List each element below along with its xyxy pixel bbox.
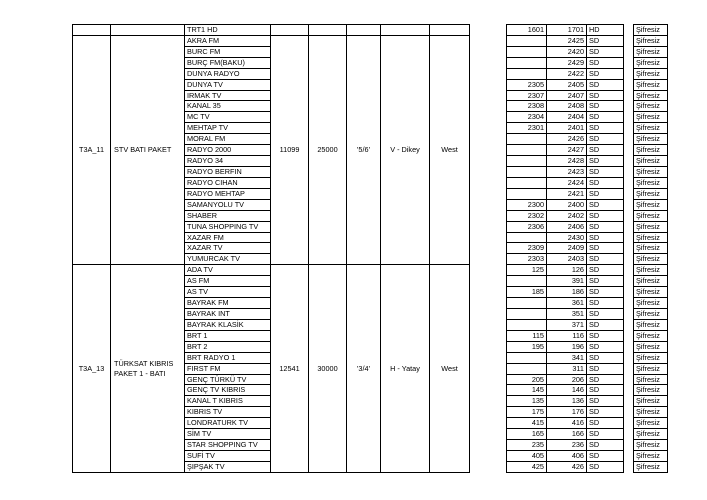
channel-name-cell: TRT1 HD [185,25,271,36]
encryption-cell: Şifresiz [634,25,668,36]
encryption-cell: Şifresiz [634,46,668,57]
group-id-cell: T3A_11 [73,35,111,264]
service-id-cell: 2401 [547,123,587,134]
service-id-cell: 2405 [547,79,587,90]
definition-cell: SD [587,418,624,429]
channel-name-cell: STAR SHOPPING TV [185,440,271,451]
channel-table-body [73,25,668,473]
definition-cell: SD [587,330,624,341]
channel-name-cell: AS TV [185,287,271,298]
video-pid-cell [507,134,547,145]
video-pid-cell: 2306 [507,221,547,232]
encryption-cell: Şifresiz [634,385,668,396]
video-pid-cell [507,276,547,287]
video-pid-cell: 2301 [507,123,547,134]
video-pid-cell: 185 [507,287,547,298]
definition-cell: SD [587,156,624,167]
definition-cell: SD [587,265,624,276]
channel-name-cell: SUFİ TV [185,450,271,461]
service-id-cell: 196 [547,341,587,352]
service-id-cell: 2400 [547,199,587,210]
video-pid-cell: 135 [507,396,547,407]
video-pid-cell [507,166,547,177]
video-pid-cell: 2300 [507,199,547,210]
definition-cell: SD [587,276,624,287]
encryption-cell: Şifresiz [634,461,668,472]
package-cell: TÜRKSAT KIBRIS PAKET 1 - BATI [111,265,185,473]
encryption-cell: Şifresiz [634,90,668,101]
fec-cell: '3/4' [347,265,381,473]
definition-cell: SD [587,188,624,199]
channel-name-cell: XAZAR TV [185,243,271,254]
definition-cell: SD [587,319,624,330]
encryption-cell: Şifresiz [634,145,668,156]
channel-name-cell: RADYO MEHTAP [185,188,271,199]
video-pid-cell: 2305 [507,79,547,90]
definition-cell: SD [587,385,624,396]
definition-cell: SD [587,145,624,156]
definition-cell: SD [587,352,624,363]
symbol-rate-cell: 25000 [309,35,347,264]
definition-cell: SD [587,407,624,418]
channel-name-cell: KANAL T KIBRIS [185,396,271,407]
video-pid-cell: 235 [507,440,547,451]
service-id-cell: 166 [547,429,587,440]
service-id-cell: 2422 [547,68,587,79]
channel-name-cell: LONDRATURK TV [185,418,271,429]
polarization-cell: V - Dikey [381,35,430,264]
channel-name-cell: BRT 1 [185,330,271,341]
video-pid-cell: 165 [507,429,547,440]
definition-cell: SD [587,57,624,68]
encryption-cell: Şifresiz [634,363,668,374]
video-pid-cell: 205 [507,374,547,385]
encryption-cell: Şifresiz [634,341,668,352]
encryption-cell: Şifresiz [634,352,668,363]
definition-cell: SD [587,308,624,319]
service-id-cell: 391 [547,276,587,287]
spacer-cell [470,25,507,36]
encryption-cell: Şifresiz [634,407,668,418]
encryption-cell: Şifresiz [634,68,668,79]
channel-name-cell: RADYO 34 [185,156,271,167]
service-id-cell: 361 [547,298,587,309]
definition-cell: HD [587,25,624,36]
service-id-cell: 176 [547,407,587,418]
video-pid-cell: 415 [507,418,547,429]
video-pid-cell: 115 [507,330,547,341]
encryption-cell: Şifresiz [634,330,668,341]
channel-name-cell: KIBRIS TV [185,407,271,418]
region-cell [430,25,470,36]
video-pid-cell [507,156,547,167]
definition-cell: SD [587,341,624,352]
definition-cell: SD [587,68,624,79]
service-id-cell: 406 [547,450,587,461]
definition-cell: SD [587,112,624,123]
encryption-cell: Şifresiz [634,35,668,46]
encryption-cell: Şifresiz [634,210,668,221]
service-id-cell: 341 [547,352,587,363]
encryption-cell: Şifresiz [634,232,668,243]
definition-cell: SD [587,254,624,265]
region-cell: West [430,35,470,264]
channel-table [72,24,668,473]
definition-cell: SD [587,210,624,221]
video-pid-cell [507,363,547,374]
service-id-cell: 2403 [547,254,587,265]
definition-cell: SD [587,90,624,101]
table-row [73,25,668,36]
service-id-cell: 2430 [547,232,587,243]
channel-name-cell: BURÇ FM(BAKU) [185,57,271,68]
channel-name-cell: BRT 2 [185,341,271,352]
frequency-cell [271,25,309,36]
polarization-cell [381,25,430,36]
service-id-cell: 2408 [547,101,587,112]
encryption-cell: Şifresiz [634,156,668,167]
channel-name-cell: AKRA FM [185,35,271,46]
encryption-cell: Şifresiz [634,319,668,330]
video-pid-cell: 2309 [507,243,547,254]
video-pid-cell [507,319,547,330]
encryption-cell: Şifresiz [634,440,668,451]
service-id-cell: 311 [547,363,587,374]
video-pid-cell: 1601 [507,25,547,36]
encryption-cell: Şifresiz [634,101,668,112]
video-pid-cell [507,35,547,46]
video-pid-cell: 2308 [507,101,547,112]
video-pid-cell: 2303 [507,254,547,265]
channel-name-cell: GENÇ TÜRKÜ TV [185,374,271,385]
service-id-cell: 186 [547,287,587,298]
service-id-cell: 2425 [547,35,587,46]
video-pid-cell [507,298,547,309]
definition-cell: SD [587,396,624,407]
region-cell: West [430,265,470,473]
video-pid-cell [507,352,547,363]
channel-name-cell: IRMAK TV [185,90,271,101]
service-id-cell: 2404 [547,112,587,123]
definition-cell: SD [587,199,624,210]
definition-cell: SD [587,46,624,57]
channel-name-cell: DUNYA TV [185,79,271,90]
encryption-cell: Şifresiz [634,199,668,210]
definition-cell: SD [587,134,624,145]
video-pid-cell: 195 [507,341,547,352]
symbol-rate-cell: 30000 [309,265,347,473]
definition-cell: SD [587,298,624,309]
definition-cell: SD [587,35,624,46]
encryption-cell: Şifresiz [634,254,668,265]
definition-cell: SD [587,450,624,461]
service-id-cell: 2406 [547,221,587,232]
service-id-cell: 146 [547,385,587,396]
encryption-cell: Şifresiz [634,287,668,298]
video-pid-cell [507,177,547,188]
definition-cell: SD [587,440,624,451]
encryption-cell: Şifresiz [634,418,668,429]
channel-name-cell: ADA TV [185,265,271,276]
service-id-cell: 2402 [547,210,587,221]
encryption-cell: Şifresiz [634,112,668,123]
service-id-cell: 416 [547,418,587,429]
service-id-cell: 2421 [547,188,587,199]
channel-name-cell: YUMURCAK TV [185,254,271,265]
channel-name-cell: RADYO 2000 [185,145,271,156]
service-id-cell: 2426 [547,134,587,145]
spacer-cell [624,35,634,264]
service-id-cell: 2420 [547,46,587,57]
video-pid-cell [507,188,547,199]
package-cell: STV BATI PAKET [111,35,185,264]
video-pid-cell: 2304 [507,112,547,123]
channel-name-cell: XAZAR FM [185,232,271,243]
service-id-cell: 2409 [547,243,587,254]
encryption-cell: Şifresiz [634,243,668,254]
channel-name-cell: BURC FM [185,46,271,57]
service-id-cell: 2427 [547,145,587,156]
encryption-cell: Şifresiz [634,79,668,90]
channel-name-cell: MC TV [185,112,271,123]
encryption-cell: Şifresiz [634,188,668,199]
service-id-cell: 136 [547,396,587,407]
channel-name-cell: TUNA SHOPPING TV [185,221,271,232]
channel-name-cell: DUNYA RADYO [185,68,271,79]
table-row [73,265,668,276]
spacer-cell [624,265,634,473]
channel-name-cell: RADYO BERFIN [185,166,271,177]
encryption-cell: Şifresiz [634,396,668,407]
definition-cell: SD [587,221,624,232]
channel-name-cell: ŞIPŞAK TV [185,461,271,472]
service-id-cell: 351 [547,308,587,319]
table-row [73,35,668,46]
encryption-cell: Şifresiz [634,276,668,287]
channel-name-cell: SİM TV [185,429,271,440]
video-pid-cell [507,68,547,79]
service-id-cell: 426 [547,461,587,472]
definition-cell: SD [587,363,624,374]
encryption-cell: Şifresiz [634,429,668,440]
video-pid-cell [507,308,547,319]
service-id-cell: 236 [547,440,587,451]
encryption-cell: Şifresiz [634,265,668,276]
video-pid-cell [507,232,547,243]
channel-name-cell: BAYRAK KLASİK [185,319,271,330]
service-id-cell: 2429 [547,57,587,68]
video-pid-cell: 2302 [507,210,547,221]
encryption-cell: Şifresiz [634,123,668,134]
frequency-cell: 11099 [271,35,309,264]
spacer-cell [470,265,507,473]
polarization-cell: H - Yatay [381,265,430,473]
fec-cell [347,25,381,36]
service-id-cell: 126 [547,265,587,276]
definition-cell: SD [587,177,624,188]
group-id-cell: T3A_13 [73,265,111,473]
video-pid-cell: 425 [507,461,547,472]
channel-name-cell: KANAL 35 [185,101,271,112]
encryption-cell: Şifresiz [634,298,668,309]
encryption-cell: Şifresiz [634,374,668,385]
frequency-cell: 12541 [271,265,309,473]
channel-name-cell: FIRST FM [185,363,271,374]
channel-name-cell: BAYRAK INT [185,308,271,319]
encryption-cell: Şifresiz [634,308,668,319]
spacer-cell [470,35,507,264]
channel-name-cell: GENÇ TV KIBRIS [185,385,271,396]
video-pid-cell: 405 [507,450,547,461]
definition-cell: SD [587,166,624,177]
service-id-cell: 206 [547,374,587,385]
channel-name-cell: SAMANYOLU TV [185,199,271,210]
service-id-cell: 2423 [547,166,587,177]
encryption-cell: Şifresiz [634,450,668,461]
service-id-cell: 2428 [547,156,587,167]
group-id-cell [73,25,111,36]
service-id-cell: 2407 [547,90,587,101]
definition-cell: SD [587,461,624,472]
definition-cell: SD [587,243,624,254]
service-id-cell: 1701 [547,25,587,36]
encryption-cell: Şifresiz [634,177,668,188]
encryption-cell: Şifresiz [634,134,668,145]
channel-name-cell: BRT RADYO 1 [185,352,271,363]
video-pid-cell [507,145,547,156]
video-pid-cell [507,57,547,68]
video-pid-cell: 125 [507,265,547,276]
definition-cell: SD [587,79,624,90]
definition-cell: SD [587,232,624,243]
definition-cell: SD [587,374,624,385]
video-pid-cell: 175 [507,407,547,418]
encryption-cell: Şifresiz [634,57,668,68]
channel-name-cell: BAYRAK FM [185,298,271,309]
video-pid-cell: 145 [507,385,547,396]
channel-name-cell: MEHTAP TV [185,123,271,134]
video-pid-cell [507,46,547,57]
encryption-cell: Şifresiz [634,166,668,177]
channel-name-cell: AS FM [185,276,271,287]
spacer-cell [624,25,634,36]
service-id-cell: 371 [547,319,587,330]
service-id-cell: 2424 [547,177,587,188]
package-cell [111,25,185,36]
definition-cell: SD [587,101,624,112]
symbol-rate-cell [309,25,347,36]
fec-cell: '5/6' [347,35,381,264]
definition-cell: SD [587,429,624,440]
service-id-cell: 116 [547,330,587,341]
channel-name-cell: SHABER [185,210,271,221]
video-pid-cell: 2307 [507,90,547,101]
encryption-cell: Şifresiz [634,221,668,232]
definition-cell: SD [587,287,624,298]
definition-cell: SD [587,123,624,134]
channel-name-cell: RADYO CIHAN [185,177,271,188]
channel-name-cell: MORAL FM [185,134,271,145]
